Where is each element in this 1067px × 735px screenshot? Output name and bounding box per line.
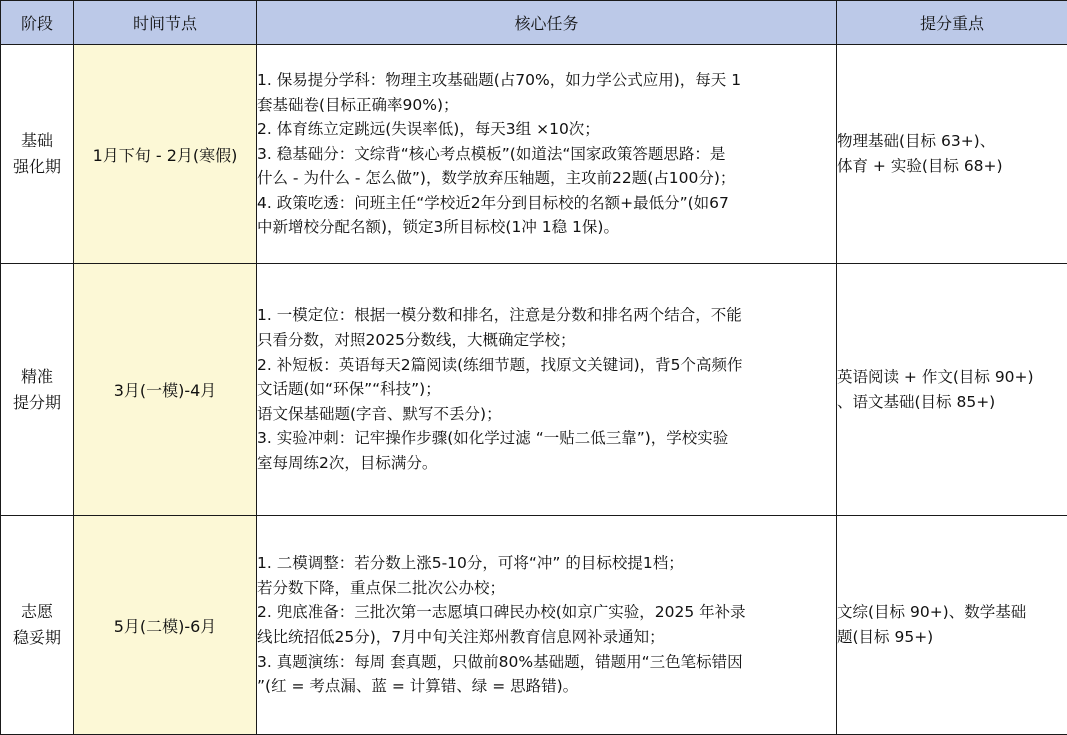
focus-cell xyxy=(837,516,1067,735)
task-line: 3. 真题演练：每周 套真题，只做前80%基础题，错题用“三色笔标错因 xyxy=(257,650,836,675)
focus-line: 体育 + 实验(目标 68+) xyxy=(837,154,1067,179)
phase-line: 提分期 xyxy=(1,390,73,416)
phase-line: 稳妥期 xyxy=(1,625,73,651)
header-row xyxy=(1,1,1067,45)
task-line: 中新增校分配名额)，锁定3所目标校(1冲 1稳 1保)。 xyxy=(257,215,836,240)
task-line: 什么 - 为什么 - 怎么做”)，数学放弃压轴题，主攻前22题(占100分)； xyxy=(257,166,836,191)
phase-line: 强化期 xyxy=(1,154,73,180)
header-task: 核心任务 xyxy=(257,1,837,45)
table-row xyxy=(1,45,1067,264)
table-row xyxy=(1,516,1067,735)
table-row xyxy=(1,264,1067,516)
task-cell xyxy=(257,264,837,516)
time-cell: 1月下旬 - 2月(寒假) xyxy=(74,45,257,264)
phase-cell xyxy=(1,45,74,264)
focus-line: 英语阅读 + 作文(目标 90+) xyxy=(837,365,1067,390)
header-phase: 阶段 xyxy=(1,1,74,45)
task-line: 1. 二模调整：若分数上涨5-10分，可将“冲” 的目标校提1档； xyxy=(257,551,836,576)
focus-line: 题(目标 95+) xyxy=(837,625,1067,650)
focus-line: 物理基础(目标 63+)、 xyxy=(837,129,1067,154)
phase-line: 基础 xyxy=(1,128,73,154)
task-cell xyxy=(257,45,837,264)
phase-cell xyxy=(1,516,74,735)
header-focus: 提分重点 xyxy=(837,1,1067,45)
time-cell: 3月(一模)-4月 xyxy=(74,264,257,516)
focus-cell xyxy=(837,264,1067,516)
task-line: 4. 政策吃透：问班主任“学校近2年分到目标校的名额+最低分”(如67 xyxy=(257,191,836,216)
focus-line: 、语文基础(目标 85+) xyxy=(837,390,1067,415)
task-cell xyxy=(257,516,837,735)
focus-line: 文综(目标 90+)、数学基础 xyxy=(837,600,1067,625)
focus-cell xyxy=(837,45,1067,264)
task-line: 3. 实验冲刺：记牢操作步骤(如化学过滤 “一贴二低三靠”)，学校实验 xyxy=(257,426,836,451)
task-line: 线比统招低25分)，7月中旬关注郑州教育信息网补录通知； xyxy=(257,625,836,650)
task-line: 套基础卷(目标正确率90%)； xyxy=(257,93,836,118)
header-time: 时间节点 xyxy=(74,1,257,45)
phase-line: 精准 xyxy=(1,364,73,390)
task-line: 1. 保易提分学科：物理主攻基础题(占70%，如力学公式应用)，每天 1 xyxy=(257,68,836,93)
task-line: 2. 兜底准备：三批次第一志愿填口碑民办校(如京广实验，2025 年补录 xyxy=(257,600,836,625)
task-line: 语文保基础题(字音、默写不丢分)； xyxy=(257,402,836,427)
task-line: 若分数下降，重点保二批次公办校； xyxy=(257,576,836,601)
phase-line: 志愿 xyxy=(1,599,73,625)
time-cell: 5月(二模)-6月 xyxy=(74,516,257,735)
task-line: 文话题(如“环保”“科技”)； xyxy=(257,377,836,402)
phase-cell xyxy=(1,264,74,516)
task-line: 1. 一模定位：根据一模分数和排名，注意是分数和排名两个结合，不能 xyxy=(257,303,836,328)
task-line: 室每周练2次，目标满分。 xyxy=(257,451,836,476)
task-line: 2. 体育练立定跳远(失误率低)，每天3组 ×10次； xyxy=(257,117,836,142)
task-line: 3. 稳基础分：文综背“核心考点模板”(如道法“国家政策答题思路：是 xyxy=(257,142,836,167)
task-line: ”(红 = 考点漏、蓝 = 计算错、绿 = 思路错)。 xyxy=(257,674,836,699)
task-line: 只看分数，对照2025分数线，大概确定学校； xyxy=(257,328,836,353)
task-line: 2. 补短板：英语每天2篇阅读(练细节题，找原文关键词)，背5个高频作 xyxy=(257,353,836,378)
